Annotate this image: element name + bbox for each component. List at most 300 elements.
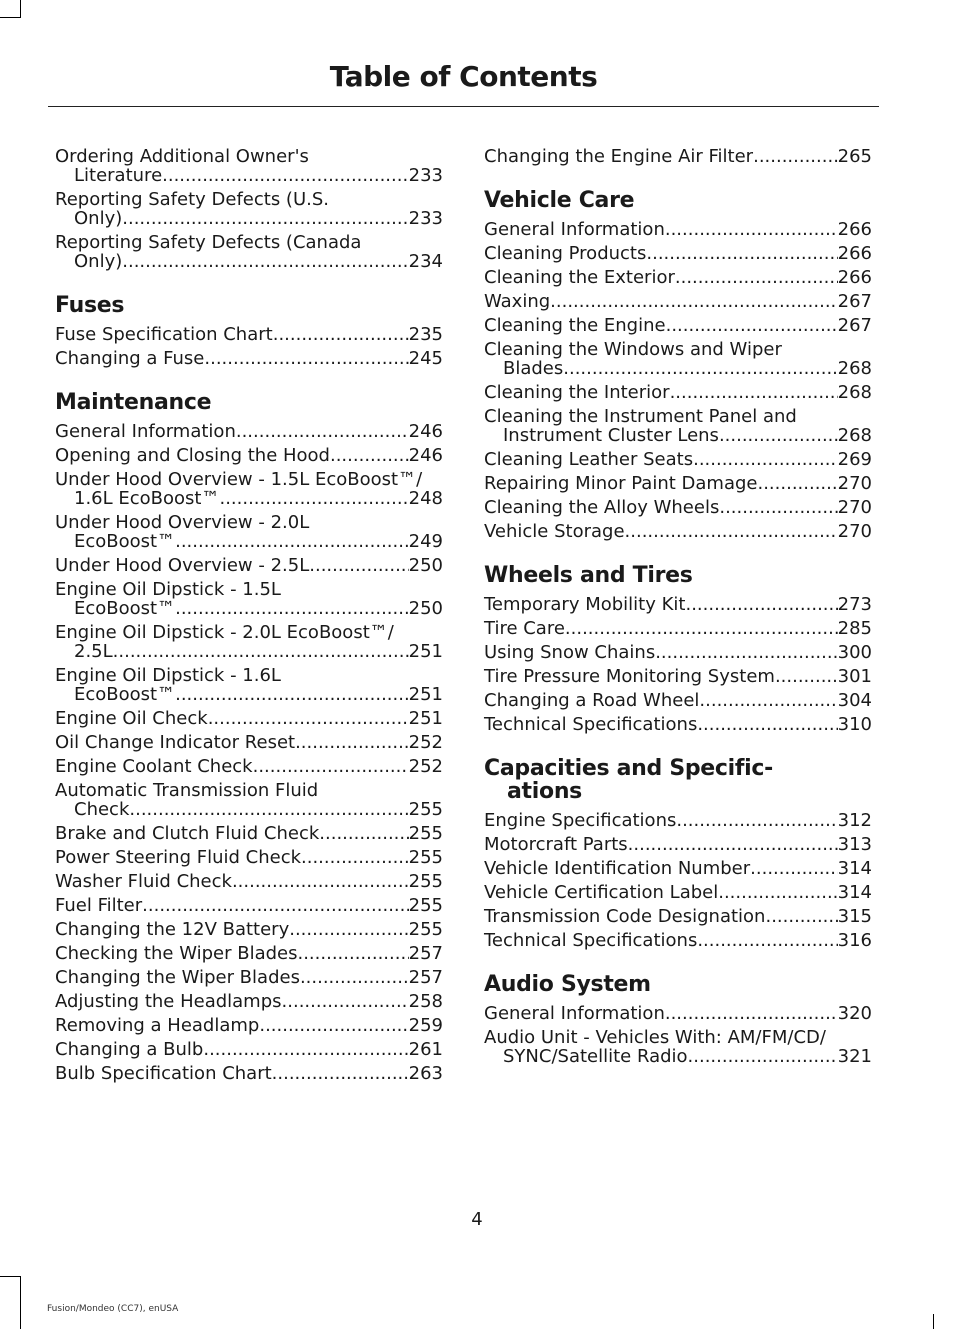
toc-entry-page: 266 <box>837 219 872 240</box>
toc-entry-page: 304 <box>837 690 872 711</box>
toc-entry-page: 255 <box>408 799 443 820</box>
toc-entry-title: Engine Oil Dipstick - 2.0L EcoBoost™/ <box>55 622 394 643</box>
toc-entry-title: EcoBoost™ <box>74 684 176 705</box>
toc-entry-page: 268 <box>837 358 872 379</box>
toc-section <box>484 189 872 541</box>
dot-leader <box>203 1040 408 1059</box>
toc-entry-line <box>55 580 443 599</box>
toc-entry-title: Changing the 12V Battery <box>55 919 290 940</box>
toc-entry-title: EcoBoost™ <box>74 531 176 552</box>
toc-entry[interactable] <box>484 931 872 950</box>
toc-entry-title: Removing a Headlamp <box>55 1015 260 1036</box>
toc-entry-page: 315 <box>837 906 872 927</box>
toc-entry-line <box>484 1047 872 1066</box>
toc-entry[interactable] <box>55 920 443 939</box>
toc-entry-page: 251 <box>408 684 443 705</box>
title-rule <box>48 106 879 107</box>
toc-entry-title: Reporting Safety Defects (Canada <box>55 232 362 253</box>
toc-entry[interactable] <box>484 450 872 469</box>
dot-leader <box>236 422 409 441</box>
toc-entry-page: 255 <box>408 895 443 916</box>
dot-leader <box>175 685 409 704</box>
toc-entry[interactable] <box>55 709 443 728</box>
dot-leader <box>253 757 409 776</box>
dot-leader <box>273 325 409 344</box>
toc-entry[interactable] <box>484 220 872 239</box>
toc-entry[interactable] <box>55 446 443 465</box>
toc-entry[interactable] <box>55 422 443 441</box>
toc-entry[interactable] <box>484 522 872 541</box>
toc-entry-page: 312 <box>837 810 872 831</box>
toc-entry-line <box>484 1004 872 1023</box>
toc-entry[interactable] <box>484 811 872 830</box>
toc-entry-page: 310 <box>837 714 872 735</box>
toc-entry-line <box>484 691 872 710</box>
toc-entry-line <box>484 667 872 686</box>
toc-entry-title: Oil Change Indicator Reset <box>55 732 296 753</box>
dot-leader <box>219 489 408 508</box>
toc-entry-line <box>55 757 443 776</box>
crop-mark <box>0 17 20 18</box>
toc-entry-page: 314 <box>837 858 872 879</box>
dot-leader <box>175 532 409 551</box>
toc-entry-page: 268 <box>837 382 872 403</box>
page-number: 4 <box>471 1209 483 1230</box>
toc-entry-line <box>484 426 872 445</box>
dot-leader <box>259 1016 408 1035</box>
toc-entry-page: 246 <box>408 421 443 442</box>
toc-entry-line <box>484 835 872 854</box>
dot-leader <box>665 1004 838 1023</box>
toc-entry[interactable] <box>55 944 443 963</box>
toc-entry-line <box>55 848 443 867</box>
toc-entry-title: General Information <box>484 1003 665 1024</box>
toc-entry-line <box>55 349 443 368</box>
toc-entry[interactable] <box>55 325 443 344</box>
toc-entry-line <box>55 896 443 915</box>
toc-entry-title: Technical Specifications <box>484 714 698 735</box>
toc-entry[interactable] <box>55 757 443 776</box>
toc-entry-page: 255 <box>408 847 443 868</box>
toc-entry[interactable] <box>55 824 443 843</box>
toc-entry-line <box>55 599 443 618</box>
toc-entry-line <box>484 450 872 469</box>
toc-entry-title: Temporary Mobility Kit <box>484 594 686 615</box>
toc-entry-page: 251 <box>408 641 443 662</box>
toc-entry-title: Ordering Additional Owner's <box>55 146 309 167</box>
toc-entry-title: Bulb Specification Chart <box>55 1063 272 1084</box>
toc-entry-page: 314 <box>837 882 872 903</box>
toc-section <box>484 147 872 166</box>
dot-leader <box>676 811 837 830</box>
toc-entry-title: Cleaning the Instrument Panel and <box>484 406 797 427</box>
section-heading <box>484 564 872 587</box>
toc-entry-title: Cleaning the Engine <box>484 315 666 336</box>
toc-entry-title: Audio Unit - Vehicles With: AM/FM/CD/ <box>484 1027 826 1048</box>
toc-entry[interactable] <box>484 1028 872 1066</box>
toc-entry-line <box>484 619 872 638</box>
section-heading-line: Wheels and Tires <box>484 563 693 588</box>
dot-leader <box>699 691 837 710</box>
dot-leader <box>675 268 838 287</box>
toc-entry[interactable] <box>484 835 872 854</box>
toc-entry-page: 270 <box>837 521 872 542</box>
toc-entry-title: 2.5L <box>74 641 113 662</box>
section-heading <box>484 189 872 212</box>
toc-entry-line <box>55 489 443 508</box>
dot-leader <box>750 859 837 878</box>
toc-column-right <box>484 147 872 1071</box>
toc-entry-title: Repairing Minor Paint Damage <box>484 473 758 494</box>
toc-entry-title: Motorcraft Parts <box>484 834 628 855</box>
dot-leader <box>565 619 838 638</box>
dot-leader <box>129 800 408 819</box>
toc-entry-line <box>484 292 872 311</box>
toc-entry-title: Under Hood Overview - 1.5L EcoBoost™/ <box>55 469 423 490</box>
toc-entry[interactable] <box>55 968 443 987</box>
toc-entry-title: Tire Care <box>484 618 565 639</box>
toc-entry[interactable] <box>484 316 872 335</box>
toc-entry-line <box>484 1028 872 1047</box>
toc-entry-page: 250 <box>408 555 443 576</box>
toc-entry-line <box>55 470 443 489</box>
dot-leader <box>175 599 409 618</box>
toc-entry-line <box>55 944 443 963</box>
toc-entry-line <box>55 446 443 465</box>
toc-entry-title: Vehicle Certification Label <box>484 882 719 903</box>
toc-section <box>484 564 872 734</box>
toc-entry[interactable] <box>484 474 872 493</box>
dot-leader <box>122 252 408 271</box>
section-heading <box>55 391 443 414</box>
toc-entry-page: 270 <box>837 497 872 518</box>
toc-entry[interactable] <box>484 595 872 614</box>
toc-entry-line <box>484 595 872 614</box>
toc-entry-line <box>484 359 872 378</box>
dot-leader <box>563 359 837 378</box>
toc-entry-title: Transmission Code Designation <box>484 906 766 927</box>
dot-leader <box>693 450 838 469</box>
toc-entry-line <box>484 244 872 263</box>
toc-entry-title: Cleaning the Interior <box>484 382 670 403</box>
dot-leader <box>122 209 408 228</box>
toc-entry[interactable] <box>55 556 443 575</box>
toc-entry-page: 285 <box>837 618 872 639</box>
toc-entry-page: 233 <box>408 208 443 229</box>
toc-entry-line <box>55 325 443 344</box>
toc-entry-line <box>55 920 443 939</box>
toc-entry-line <box>55 1040 443 1059</box>
dot-leader <box>765 907 837 926</box>
toc-entry-line <box>484 147 872 166</box>
toc-entry[interactable] <box>55 623 443 661</box>
toc-entry-title: Vehicle Storage <box>484 521 625 542</box>
toc-entry-page: 300 <box>837 642 872 663</box>
dot-leader <box>319 824 408 843</box>
section-heading-line: Maintenance <box>55 390 212 415</box>
toc-entry-title: Tire Pressure Monitoring System <box>484 666 775 687</box>
dot-leader <box>646 244 837 263</box>
toc-entry-line <box>484 316 872 335</box>
toc-entry-line <box>484 340 872 359</box>
toc-entry-page: 257 <box>408 943 443 964</box>
dot-leader <box>204 349 408 368</box>
toc-entry[interactable] <box>55 233 443 271</box>
toc-entry-line <box>55 190 443 209</box>
toc-entry-title: General Information <box>55 421 236 442</box>
dot-leader <box>208 709 409 728</box>
toc-entry-page: 251 <box>408 708 443 729</box>
toc-entry[interactable] <box>484 907 872 926</box>
toc-entry[interactable] <box>484 643 872 662</box>
toc-entry-title: Blades <box>503 358 564 379</box>
toc-section <box>484 973 872 1066</box>
toc-entry-page: 255 <box>408 823 443 844</box>
toc-entry-page: 246 <box>408 445 443 466</box>
toc-entry[interactable] <box>484 691 872 710</box>
toc-entry-line <box>55 1016 443 1035</box>
toc-entry-page: 270 <box>837 473 872 494</box>
footer-text: Fusion/Mondeo (CC7), enUSA <box>47 1304 179 1314</box>
toc-entry-line <box>484 498 872 517</box>
toc-entry[interactable] <box>55 1064 443 1083</box>
toc-entry[interactable] <box>55 470 443 508</box>
toc-entry-line <box>484 220 872 239</box>
toc-entry-line <box>484 883 872 902</box>
toc-entry[interactable] <box>55 848 443 867</box>
toc-entry-title: Engine Oil Dipstick - 1.6L <box>55 665 281 686</box>
toc-entry-page: 265 <box>837 146 872 167</box>
toc-entry[interactable] <box>484 268 872 287</box>
toc-entry-page: 249 <box>408 531 443 552</box>
section-heading <box>484 757 872 803</box>
dot-leader <box>719 498 837 517</box>
toc-entry[interactable] <box>55 733 443 752</box>
toc-entry[interactable] <box>55 580 443 618</box>
toc-entry-page: 313 <box>837 834 872 855</box>
dot-leader <box>655 643 837 662</box>
toc-entry-page: 250 <box>408 598 443 619</box>
toc-entry-line <box>55 209 443 228</box>
toc-entry-line <box>55 233 443 252</box>
section-heading-line: Fuses <box>55 293 125 318</box>
section-heading-line: Vehicle Care <box>484 188 635 213</box>
toc-entry-line <box>55 781 443 800</box>
toc-entry-page: 267 <box>837 291 872 312</box>
toc-entry[interactable] <box>55 666 443 704</box>
toc-entry-page: 245 <box>408 348 443 369</box>
toc-entry-line <box>55 824 443 843</box>
toc-entry-page: 255 <box>408 919 443 940</box>
toc-entry-title: Technical Specifications <box>484 930 698 951</box>
toc-entry-page: 266 <box>837 267 872 288</box>
toc-entry-line <box>484 859 872 878</box>
dot-leader <box>757 474 837 493</box>
toc-entry-line <box>55 733 443 752</box>
toc-entry-title: Engine Specifications <box>484 810 677 831</box>
toc-entry[interactable] <box>484 244 872 263</box>
toc-entry-line <box>55 513 443 532</box>
toc-entry-page: 263 <box>408 1063 443 1084</box>
toc-entry-title: Engine Oil Dipstick - 1.5L <box>55 579 281 600</box>
toc-entry[interactable] <box>484 340 872 378</box>
toc-section <box>484 757 872 950</box>
toc-entry-line <box>55 709 443 728</box>
toc-entry[interactable] <box>484 407 872 445</box>
section-heading-line: Capacities and Specific- <box>484 756 773 781</box>
toc-entry[interactable] <box>484 619 872 638</box>
toc-entry-title: Only) <box>74 251 123 272</box>
toc-entry-line <box>55 872 443 891</box>
toc-entry-title: Fuel Filter <box>55 895 143 916</box>
toc-entry-title: Changing the Engine Air Filter <box>484 146 754 167</box>
toc-entry[interactable] <box>55 190 443 228</box>
section-heading <box>484 973 872 996</box>
toc-entry-title: Under Hood Overview - 2.0L <box>55 512 310 533</box>
dot-leader <box>309 556 408 575</box>
toc-entry-title: Using Snow Chains <box>484 642 656 663</box>
toc-entry-title: EcoBoost™ <box>74 598 176 619</box>
dot-leader <box>232 872 409 891</box>
toc-entry-page: 320 <box>837 1003 872 1024</box>
toc-entry[interactable] <box>484 667 872 686</box>
dot-leader <box>688 1047 838 1066</box>
toc-entry-line <box>484 268 872 287</box>
dot-leader <box>272 1064 409 1083</box>
toc-entry-title: Changing a Road Wheel <box>484 690 700 711</box>
toc-entry-title: Checking the Wiper Blades <box>55 943 298 964</box>
dot-leader <box>301 848 409 867</box>
dot-leader <box>665 220 838 239</box>
toc-entry[interactable] <box>55 872 443 891</box>
dot-leader <box>300 968 409 987</box>
toc-entry-title: SYNC/Satellite Radio <box>503 1046 688 1067</box>
dot-leader <box>162 166 409 185</box>
page-title: Table of Contents <box>329 60 598 93</box>
toc-entry-page: 267 <box>837 315 872 336</box>
dot-leader <box>697 931 837 950</box>
toc-entry[interactable] <box>55 896 443 915</box>
toc-entry-title: Cleaning Leather Seats <box>484 449 694 470</box>
toc-entry-title: Changing a Fuse <box>55 348 205 369</box>
dot-leader <box>330 446 409 465</box>
toc-entry-page: 252 <box>408 732 443 753</box>
toc-entry-title: Brake and Clutch Fluid Check <box>55 823 320 844</box>
toc-entry-title: Vehicle Identification Number <box>484 858 751 879</box>
toc-entry-line <box>55 532 443 551</box>
toc-entry-title: Waxing <box>484 291 551 312</box>
toc-entry[interactable] <box>484 292 872 311</box>
section-heading-line: Audio System <box>484 972 651 997</box>
section-heading-line: ations <box>507 779 582 804</box>
toc-entry-page: 258 <box>408 991 443 1012</box>
dot-leader <box>113 642 409 661</box>
toc-entry-title: Cleaning the Windows and Wiper <box>484 339 782 360</box>
toc-entry[interactable] <box>55 147 443 185</box>
crop-mark <box>0 1276 20 1277</box>
toc-entry[interactable] <box>484 859 872 878</box>
toc-entry[interactable] <box>484 883 872 902</box>
toc-entry-title: Cleaning Products <box>484 243 647 264</box>
toc-entry-title: Opening and Closing the Hood <box>55 445 330 466</box>
toc-entry[interactable] <box>55 1040 443 1059</box>
toc-entry-title: Literature <box>74 165 163 186</box>
toc-entry-page: 259 <box>408 1015 443 1036</box>
toc-entry-page: 261 <box>408 1039 443 1060</box>
toc-entry[interactable] <box>55 781 443 819</box>
dot-leader <box>295 733 409 752</box>
toc-entry-title: Automatic Transmission Fluid <box>55 780 319 801</box>
dot-leader <box>142 896 408 915</box>
toc-entry-page: 273 <box>837 594 872 615</box>
toc-entry-title: Changing the Wiper Blades <box>55 967 300 988</box>
toc-section <box>55 391 443 1083</box>
toc-entry[interactable] <box>484 498 872 517</box>
toc-entry-line <box>55 252 443 271</box>
dot-leader <box>625 522 838 541</box>
toc-column-left <box>55 147 443 1088</box>
toc-entry[interactable] <box>55 1016 443 1035</box>
toc-entry[interactable] <box>484 715 872 734</box>
dot-leader <box>666 316 838 335</box>
toc-entry-page: 316 <box>837 930 872 951</box>
toc-entry-page: 266 <box>837 243 872 264</box>
toc-entry-title: Check <box>74 799 130 820</box>
crop-mark <box>933 1314 934 1329</box>
dot-leader <box>297 944 408 963</box>
toc-entry[interactable] <box>55 513 443 551</box>
toc-entry-line <box>55 1064 443 1083</box>
toc-entry-line <box>55 800 443 819</box>
dot-leader <box>719 426 838 445</box>
toc-entry[interactable] <box>55 992 443 1011</box>
toc-entry-title: Reporting Safety Defects (U.S. <box>55 189 329 210</box>
toc-entry-page: 252 <box>408 756 443 777</box>
toc-entry[interactable] <box>484 147 872 166</box>
dot-leader <box>289 920 408 939</box>
toc-entry-title: Engine Coolant Check <box>55 756 253 777</box>
toc-entry-page: 301 <box>837 666 872 687</box>
toc-entry-line <box>484 474 872 493</box>
toc-entry-line <box>55 968 443 987</box>
toc-entry-line <box>484 931 872 950</box>
toc-entry[interactable] <box>484 383 872 402</box>
toc-entry-title: General Information <box>484 219 665 240</box>
toc-entry-line <box>484 643 872 662</box>
toc-entry[interactable] <box>55 349 443 368</box>
dot-leader <box>550 292 837 311</box>
toc-entry-page: 255 <box>408 871 443 892</box>
toc-entry-line <box>484 407 872 426</box>
toc-entry-page: 235 <box>408 324 443 345</box>
dot-leader <box>753 147 838 166</box>
toc-entry-line <box>484 907 872 926</box>
toc-entry-line <box>55 992 443 1011</box>
crop-mark <box>20 1276 21 1329</box>
toc-entry-line <box>55 556 443 575</box>
toc-entry-title: Cleaning the Alloy Wheels <box>484 497 720 518</box>
toc-entry-title: Adjusting the Headlamps <box>55 991 282 1012</box>
toc-entry[interactable] <box>484 1004 872 1023</box>
toc-entry-line <box>484 522 872 541</box>
dot-leader <box>775 667 838 686</box>
toc-entry-page: 233 <box>408 165 443 186</box>
toc-entry-title: Changing a Bulb <box>55 1039 204 1060</box>
toc-entry-title: Washer Fluid Check <box>55 871 232 892</box>
dot-leader <box>628 835 838 854</box>
toc-entry-title: Under Hood Overview - 2.5L <box>55 555 310 576</box>
toc-section <box>55 147 443 271</box>
